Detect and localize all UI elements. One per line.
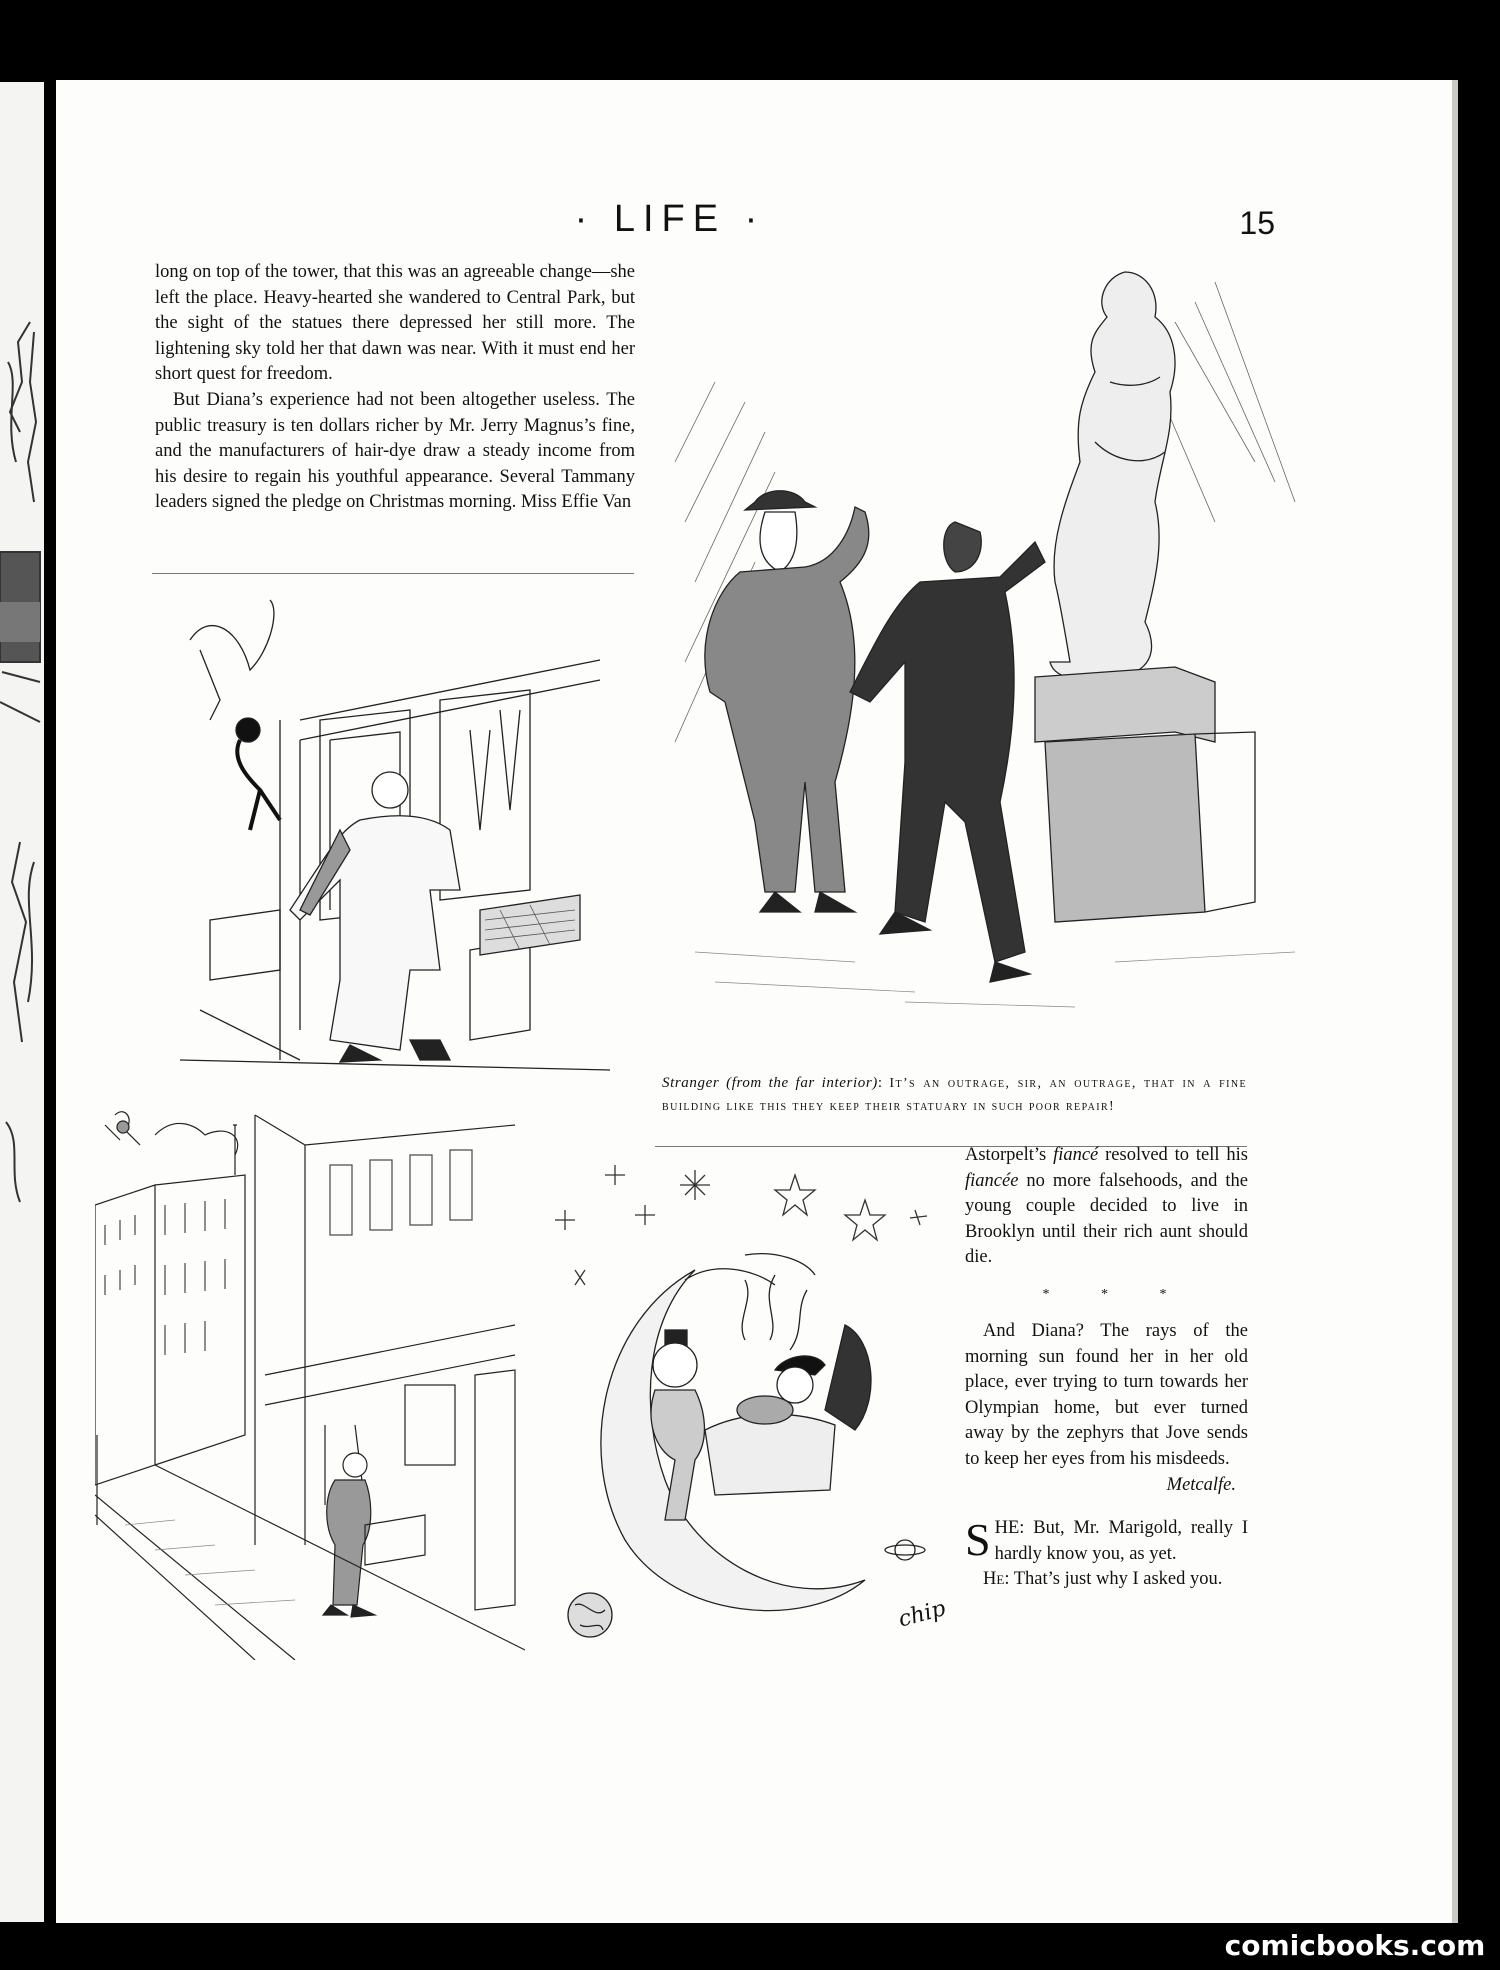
column-rule bbox=[152, 573, 634, 574]
author-signature: Metcalfe. bbox=[1166, 1474, 1236, 1495]
paragraph: long on top of the tower, that this was an agreeable change—she left the place. Heavy-hearted she wandered to Central Park, but the sight of the statues there depressed her still more. The lightening sky told her that dawn was near. With it must end her short quest for freedom. bbox=[155, 262, 635, 385]
moon-illustration bbox=[545, 1160, 955, 1660]
illustration-caption: Stranger (from the far interior): It’s an outrage, sir, an outrage, that in a fine building like this they keep their statuary in such poor repair! bbox=[662, 1075, 1247, 1114]
paragraph: And Diana? The rays of the morning sun found her in her old place, ever trying to turn towards her Olympian home, but ever turned away by the zephyrs that Jove sends to keep her eyes from his misdeeds. bbox=[965, 1320, 1248, 1469]
joke-she-line: SHE: But, Mr. Marigold, really I hardly know you, as yet. bbox=[965, 1514, 1248, 1566]
page-number: 15 bbox=[1239, 205, 1275, 241]
watermark: comicbooks.com bbox=[1224, 1929, 1486, 1962]
drop-cap: S bbox=[965, 1514, 991, 1566]
page-edge bbox=[1452, 80, 1458, 1923]
left-text-column bbox=[155, 260, 635, 516]
butcher-shop-illustration bbox=[180, 590, 610, 1080]
paragraph: But Diana’s experience had not been altogether useless. The public treasury is ten dollars richer by Mr. Jerry Magnus’s fine, and the manufacturers of hair-dye draw a steady income from his desire to regain his youthful appearance. Several Tammany leaders signed the pledge on Christmas morning. Miss Effie Van bbox=[155, 389, 635, 513]
section-separator: * * * bbox=[1042, 1286, 1191, 1302]
caption-speaker: Stranger bbox=[662, 1075, 720, 1091]
right-text-column bbox=[965, 1143, 1248, 1593]
paragraph: Astorpelt’s fiancé resolved to tell his fiancée no more falsehoods, and the young couple decided to live in Brooklyn until their rich aunt should die. bbox=[965, 1145, 1248, 1268]
joke-he-line: He: That’s just why I asked you. bbox=[983, 1569, 1223, 1590]
caption-text: It’s an outrage, sir, an outrage, that in a fine building like this they keep their statuary in such poor repair! bbox=[662, 1076, 1247, 1114]
previous-page-edge bbox=[0, 82, 44, 1922]
artist-signature: chip bbox=[895, 1596, 949, 1633]
joke bbox=[965, 1516, 1248, 1593]
statue-illustration bbox=[655, 262, 1315, 1022]
caption-aside: (from the far interior) bbox=[726, 1075, 878, 1091]
masthead-title: · LIFE · bbox=[574, 198, 766, 240]
street-illustration bbox=[95, 1105, 525, 1660]
